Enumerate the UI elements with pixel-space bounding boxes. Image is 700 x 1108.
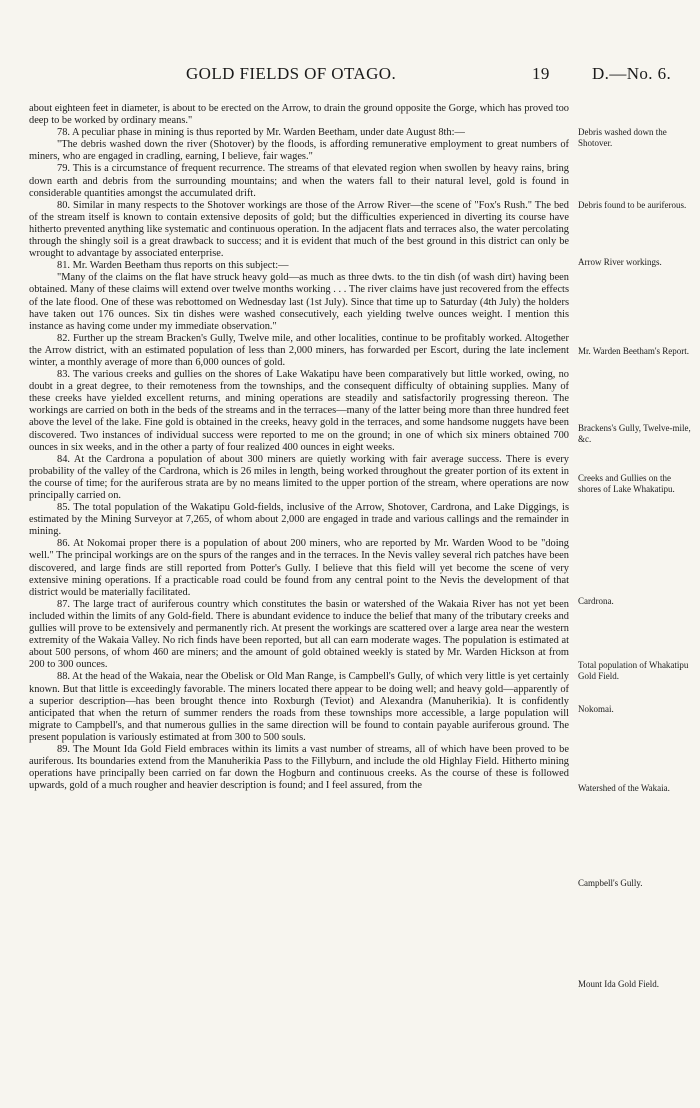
- sidenote-nokomai: Nokomai.: [578, 704, 614, 714]
- paragraph-85: 85. The total population of the Wakatipu Gold-fields, inclusive of the Arrow, Shotover, Cardrona, and Lake Diggings, is estimated by the Mining Surveyor at 7,265, of whom about 2,000 are engaged in trade and various callings and the remainder in mining.: [29, 502, 569, 538]
- quote-shotover: "The debris washed down the river (Shotover) by the floods, is affording remunerative employment to great numbers of miners, who are engaged in cradling, earning, I believe, fair wages.": [29, 139, 569, 163]
- paragraph-79: 79. This is a circumstance of frequent recurrence. The streams of that elevated region when swollen by heavy rains, bring down earth and debris from the surrounding mountains; and when the waters fall to their natural level, gold is found in considerable quantities amongst the accumulated drift.: [29, 163, 569, 199]
- sidenote-mount-ida: Mount Ida Gold Field.: [578, 979, 659, 989]
- body-text: [29, 103, 569, 792]
- page-header: [0, 64, 700, 90]
- paragraph-82: 82. Further up the stream Bracken's Gully, Twelve mile, and other localities, continue to be profitably worked. Altogether the Arrow district, with an estimated population of less than 2,000 miners, has forwarded per Escort, during the late inclement winter, a monthly average of more than 6,000 ounces of gold.: [29, 332, 569, 368]
- quote-beetham-report: "Many of the claims on the flat have struck heavy gold—as much as three dwts. to the tin dish (of wash dirt) having been obtained. Many of these claims will extend over twelve months working . . . The river claims have just recovered from the effects of the late flood. One of these was rebottomed on Wednesday last (1st July). Since that time up to Saturday (4th July) the holders have taken out 176 ounces. Six tin dishes were washed consecutively, each yielding twelve ounces weight. I mention this instance as having come under my immediate observation.": [29, 272, 569, 332]
- paragraph-80: 80. Similar in many respects to the Shotover workings are those of the Arrow River—the scene of "Fox's Rush." The bed of the stream itself is known to contain extensive deposits of gold; but the difficulties experienced in diverting its course have hitherto prevented anything like systematic and continuous operation. In the adjacent flats and terraces also, the water percolating through the shingly soil is a great drawback to success; and it is evident that much of the best ground in this district can only be wrought to advantage by associated enterprise.: [29, 199, 569, 260]
- sidenote-arrow-river: Arrow River workings.: [578, 257, 662, 267]
- running-title: GOLD FIELDS OF OTAGO.: [186, 64, 397, 83]
- sidenote-cardrona: Cardrona.: [578, 596, 614, 606]
- paragraph-78: 78. A peculiar phase in mining is thus reported by Mr. Warden Beetham, under date August 8th:—: [57, 127, 465, 139]
- sidenote-wakaia: Watershed of the Wakaia.: [578, 783, 670, 793]
- sidenote-total-population: Total population of Whakatipu Gold Field.: [578, 660, 689, 681]
- paragraph-77-continued: about eighteen feet in diameter, is about to be erected on the Arrow, to drain the ground opposite the Gorge, which has proved too deep to be worked by ordinary means.": [29, 103, 569, 127]
- sidenote-brackens-gully: Brackens's Gully, Twelve-mile, &c.: [578, 423, 691, 444]
- paragraph-89: 89. The Mount Ida Gold Field embraces within its limits a vast number of streams, all of which have been proved to be auriferous. Its boundaries extend from the Manuherikia Pass to the Fillyburn, and include the old Highlay Field. Hitherto mining operations have principally been carried on far down the Hogburn and continuous creeks. As the course of these is followed upwards, gold of a much rougher and heavier description is found; and I feel assured, from the: [29, 743, 569, 792]
- sidenote-creeks-gullies: Creeks and Gullies on the shores of Lake Whakatipu.: [578, 473, 675, 494]
- sidenote-debris-shotover: Debris washed down the Shotover.: [578, 127, 667, 148]
- paragraph-87: 87. The large tract of auriferous country which constitutes the basin or watershed of the Wakaia River has not yet been included within the limits of any Gold-field. There is abundant evidence to induce the belief that many of the tributary creeks and gullies will prove to be extensively and permanently rich. At present the workings are scattered over a large area near the western extremity of the Wakaia Valley. No rich finds have been reported, but all can earn moderate wages. The population is estimated at about 500 persons, of whom 460 are miners; and the amount of gold obtained weekly is stated by Mr. Warden Hickson at from 200 to 300 ounces.: [29, 598, 569, 671]
- paragraph-86: 86. At Nokomai proper there is a population of about 200 miners, who are reported by Mr. Warden Wood to be "doing well." The principal workings are on the spurs of the ranges and in the terraces. In the Nevis valley several rich patches have been discovered, and large finds are still reported from Potter's Gully. I believe that this field will yet become the scene of very extensive mining operations. If a practicable road could be found from any central point to the Nevis the development of that district would be materially facilitated.: [29, 538, 569, 598]
- document-reference: D.—No. 6.: [592, 64, 672, 83]
- paragraph-83: 83. The various creeks and gullies on the shores of Lake Wakatipu have been comparatively but little worked, owing, no doubt in a great degree, to their remoteness from the townships, and the consequent difficulty of obtaining supplies. Many of these creeks have yielded excellent returns, and mining operations are steadily and satisfactorily progressing thereon. The workings are carried on both in the beds of the streams and in the terraces—many of the latter being more than three hundred feet above the level of the lake. Fine gold is obtained in the creeks, heavy gold in the terraces, and some handsome nuggets have been discovered. Two instances of individual success were reported to me on the ground; in one of which six miners obtained 700 ounces in six weeks, and in the other a party of four realized 400 ounces in eight weeks.: [29, 369, 569, 453]
- sidenote-beetham-report: Mr. Warden Beetham's Report.: [578, 346, 689, 356]
- paragraph-84: 84. At the Cardrona a population of about 300 miners are quietly working with fair average success. There is every probability of the valley of the Cardrona, which is 26 miles in length, being worked throughout the greater portion of its extent in the course of time; for the auriferous strata are by no means limited to the upper portion of the stream, where operations are now principally carried on.: [29, 453, 569, 501]
- page-number: 19: [532, 64, 550, 83]
- sidenote-campbells-gully: Campbell's Gully.: [578, 878, 643, 888]
- sidenote-debris-auriferous: Debris found to be auriferous.: [578, 200, 687, 210]
- paragraph-88: 88. At the head of the Wakaia, near the Obelisk or Old Man Range, is Campbell's Gully, of which very little is yet certainly known. But that little is exceedingly favorable. The miners located there appear to be doing well; and heavy gold—apparently of a superior description—has been brought thence into Roxburgh (Teviot) and Alexandra (Manuherikia). It is confidently anticipated that when the return of summer renders the roads from these townships more accessible, a large population will migrate to Campbell's, and that numerous gullies in the same direction will be found to contain payable auriferous ground. The present population is variously estimated at from 300 to 500 souls.: [29, 671, 569, 743]
- paragraph-81: 81. Mr. Warden Beetham thus reports on this subject:—: [57, 260, 289, 272]
